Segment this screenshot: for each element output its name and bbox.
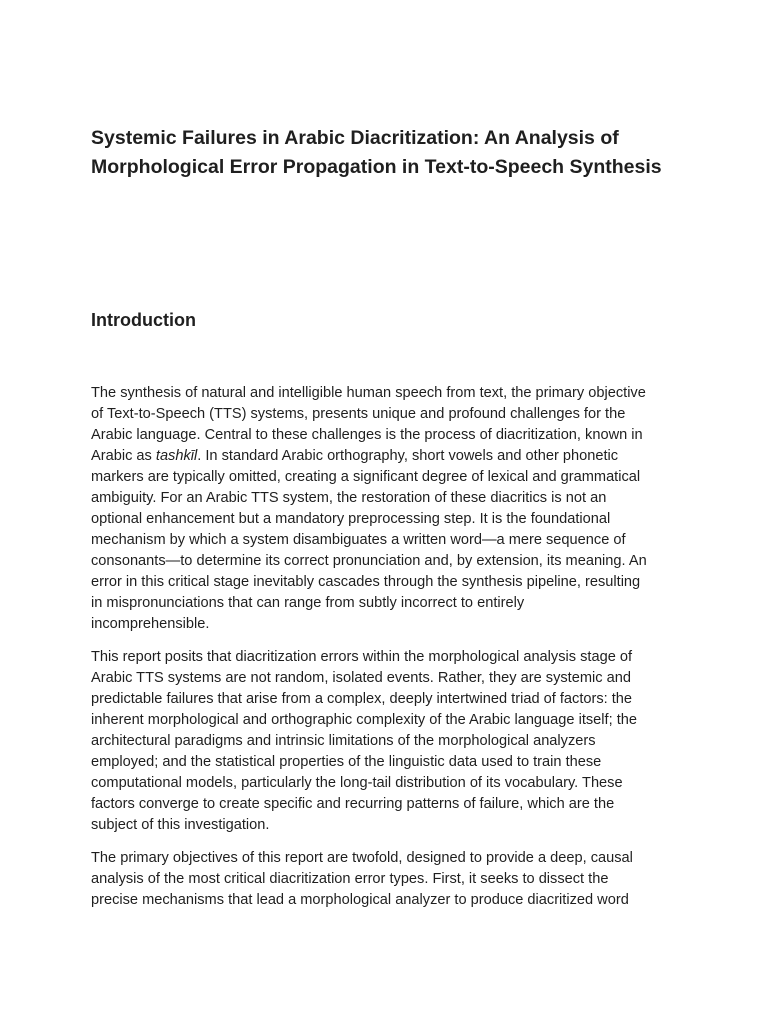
body-text bbox=[91, 383, 681, 923]
text-run: . In standard Arabic orthography, short vowels and other phonetic bbox=[197, 448, 619, 464]
text-line: computational models, particularly the long-tail distribution of its vocabulary. These bbox=[91, 775, 623, 791]
text-line: predictable failures that arise from a complex, deeply intertwined triad of factors: the bbox=[91, 691, 633, 707]
text-line: analysis of the most critical diacritization error types. First, it seeks to dissect the bbox=[91, 871, 609, 887]
text-line: architectural paradigms and intrinsic limitations of the morphological analyzers bbox=[91, 733, 596, 749]
paragraph-1 bbox=[91, 383, 681, 635]
text-line bbox=[91, 446, 681, 467]
text-line: consonants—to determine its correct pronunciation and, by extension, its meaning. An bbox=[91, 553, 647, 569]
text-line: ambiguity. For an Arabic TTS system, the restoration of these diacritics is not an bbox=[91, 490, 607, 506]
text-line: The synthesis of natural and intelligible human speech from text, the primary objective bbox=[91, 385, 646, 401]
paragraph-2 bbox=[91, 647, 681, 836]
text-line: factors converge to create specific and recurring patterns of failure, which are the bbox=[91, 796, 615, 812]
text-line: Arabic TTS systems are not random, isolated events. Rather, they are systemic and bbox=[91, 670, 631, 686]
paragraph-3 bbox=[91, 848, 681, 911]
text-line: mechanism by which a system disambiguates a written word—a mere sequence of bbox=[91, 532, 626, 548]
document-title: Systemic Failures in Arabic Diacritization: An Analysis of Morphological Error Propagation in Text-to-Speech Synthesis bbox=[91, 127, 662, 178]
text-line: This report posits that diacritization errors within the morphological analysis stage of bbox=[91, 649, 633, 665]
text-line: incomprehensible. bbox=[91, 616, 210, 632]
text-line: optional enhancement but a mandatory preprocessing step. It is the foundational bbox=[91, 511, 611, 527]
section-heading-introduction: Introduction bbox=[91, 310, 196, 330]
text-line: inherent morphological and orthographic complexity of the Arabic language itself; the bbox=[91, 712, 637, 728]
text-line: Arabic language. Central to these challenges is the process of diacritization, known in bbox=[91, 427, 643, 443]
text-line: markers are typically omitted, creating a significant degree of lexical and grammatical bbox=[91, 469, 641, 485]
text-line: employed; and the statistical properties of the linguistic data used to train these bbox=[91, 754, 602, 770]
text-line: precise mechanisms that lead a morphological analyzer to produce diacritized word bbox=[91, 892, 629, 908]
italic-term: tashkīl bbox=[155, 448, 198, 464]
text-line: of Text-to-Speech (TTS) systems, presents unique and profound challenges for the bbox=[91, 406, 626, 422]
text-line: error in this critical stage inevitably cascades through the synthesis pipeline, resulting bbox=[91, 574, 641, 590]
text-line: subject of this investigation. bbox=[91, 817, 270, 833]
text-line: The primary objectives of this report are twofold, designed to provide a deep, causal bbox=[91, 850, 633, 866]
text-run: Arabic as bbox=[91, 448, 156, 464]
text-line: in mispronunciations that can range from subtly incorrect to entirely bbox=[91, 595, 525, 611]
